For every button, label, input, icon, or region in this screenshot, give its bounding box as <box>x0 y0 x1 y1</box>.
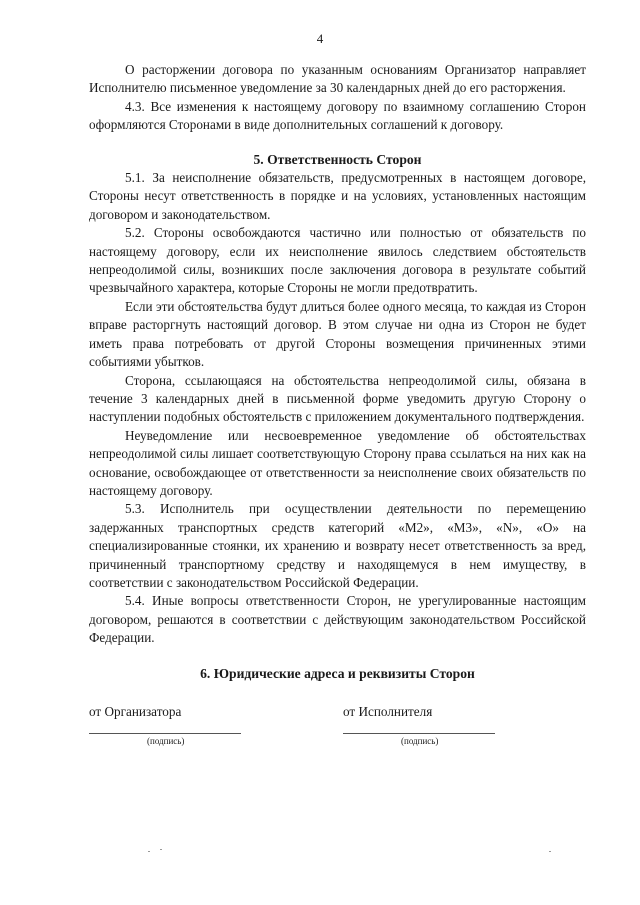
paragraph-4-3: 4.3. Все изменения к настоящему договору по взаимному соглашению Сторон оформляются Сторонами в виде дополнительных соглашений к договору. <box>89 98 586 133</box>
document-body <box>89 61 586 783</box>
paragraph-5-1: 5.1. За неисполнение обязательств, предусмотренных в настоящем договоре, Стороны несут ответственность в порядке и на условиях, установленных настоящим договором и законодательством. <box>89 170 586 222</box>
paragraph-force-majeure-notice: Сторона, ссылающаяся на обстоятельства непреодолимой силы, обязана в течение 3 календарных дней в письменной форме уведомить другую Сторону о наступлении подобных обстоятельств с приложением документального подтверждения. <box>89 372 586 425</box>
page-number: 4 <box>316 31 324 46</box>
heading-section-6: 6. Юридические адреса и реквизиты Сторон <box>200 665 475 681</box>
heading-section-5: 5. Ответственность Сторон <box>253 151 422 167</box>
organizer-label: от Организатора <box>89 704 182 719</box>
scan-speck <box>148 851 150 852</box>
contractor-signature-block <box>343 703 503 747</box>
contractor-signature-line <box>343 733 495 734</box>
organizer-signature-line <box>89 733 241 734</box>
paragraph-non-notification: Неуведомление или несвоевременное уведомление об обстоятельствах непреодолимой силы лишает соответствующую Сторону права ссылаться на них как на основание, освобождающее от ответственности за неисполнение своих обязательств по настоящему договору. <box>89 427 586 498</box>
contractor-signature-caption: (подпись) <box>401 736 439 746</box>
scan-speck <box>549 851 551 852</box>
scan-speck <box>160 849 162 850</box>
paragraph-5-4: 5.4. Иные вопросы ответственности Сторон, не урегулированные настоящим договором, решаются в соответствии с действующим законодательством Российской Федерации. <box>89 593 586 646</box>
contractor-label: от Исполнителя <box>343 704 433 719</box>
organizer-signature-block <box>89 703 249 747</box>
paragraph-5-2: 5.2. Стороны освобождаются частично или полностью от обязательств по настоящему договору, если их неисполнение явилось следствием обстоятельств непреодолимой силы, возникших после заключения договора в результате событий чрезвычайного характера, которые Стороны не могли предотвратить. <box>89 225 586 296</box>
paragraph-termination-notice: О расторжении договора по указанным основаниям Организатор направляет Исполнителю письменное уведомление за 30 календарных дней до его расторжения. <box>89 62 586 96</box>
organizer-signature-caption: (подпись) <box>147 736 185 746</box>
signature-row <box>89 703 586 783</box>
paragraph-5-3: 5.3. Исполнитель при осуществлении деятельности по перемещению задержанных транспортных средств категорий «М2», «М3», «N», «О» на специализированные стоянки, их хранению и возврату несет ответственность за вред, причиненный транспортному средству и находящемуся в нем имуществу, в соответствии с законодательством Российской Федерации. <box>89 501 586 590</box>
paragraph-force-majeure-duration: Если эти обстоятельства будут длиться более одного месяца, то каждая из Сторон вправе расторгнуть настоящий договор. В этом случае ни одна из Сторон не будет иметь права потребовать от другой Стороны возмещения причиненных этими событиями убытков. <box>89 298 586 370</box>
